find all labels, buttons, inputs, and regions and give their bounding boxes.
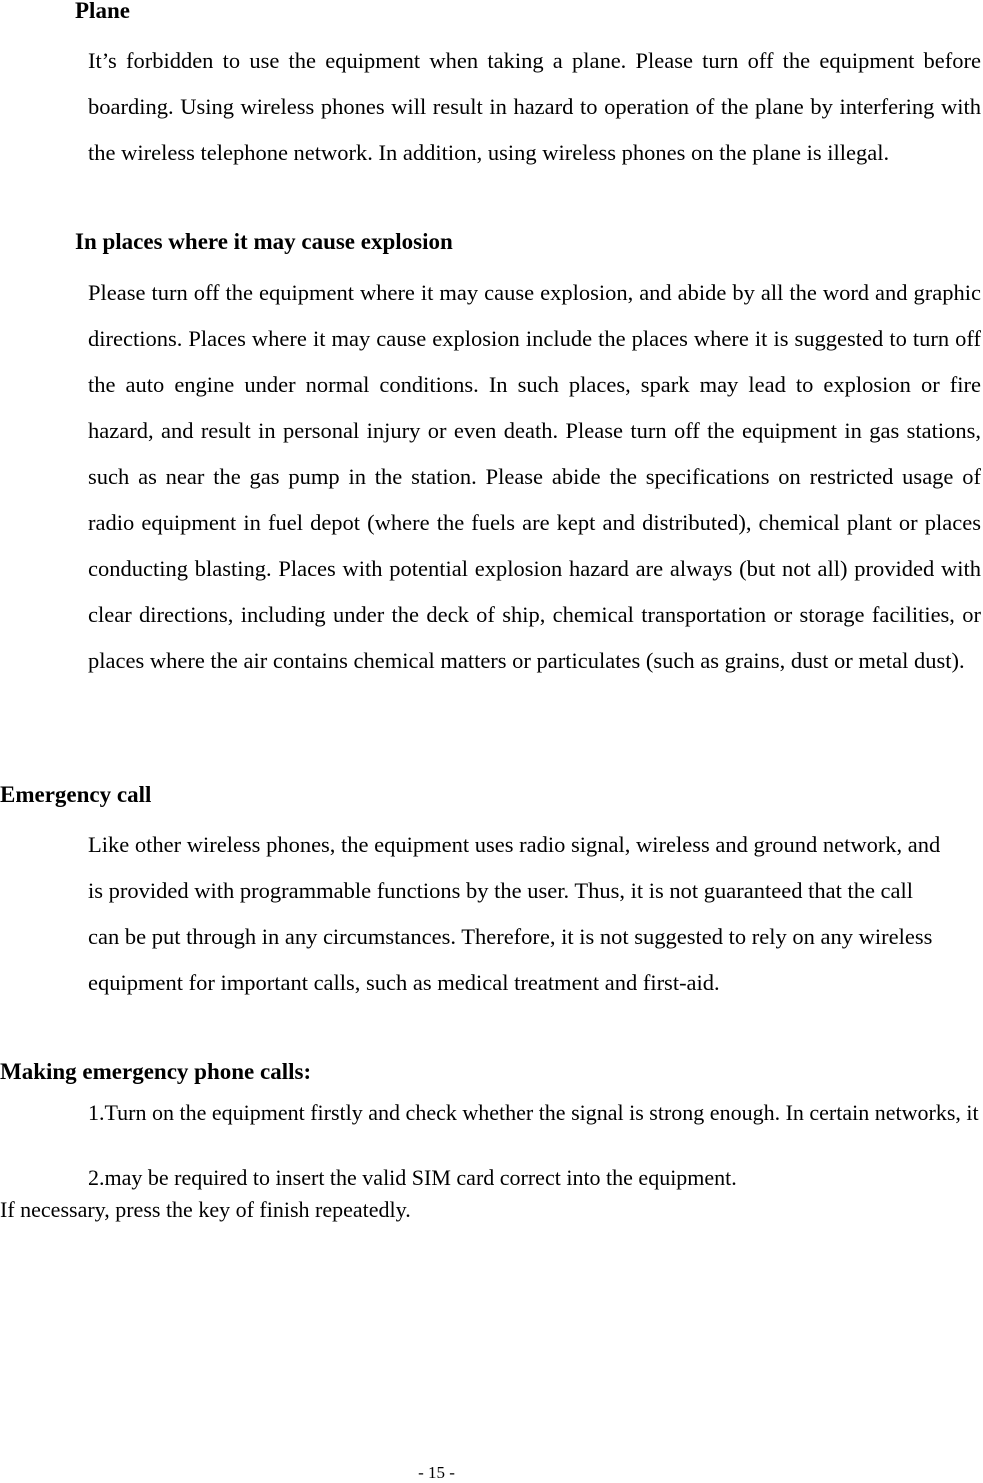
paragraph-plane: It’s forbidden to use the equipment when taking a plane. Please turn off the equipment before boarding. Using wireless phones will result in hazard to operation of the plane by interfering with the wireless telephone network. In addition, using wireless phones on the plane is illegal.	[88, 48, 981, 165]
section-heading-making-calls: Making emergency phone calls:	[0, 1059, 312, 1084]
paragraph-explosion: Please turn off the equipment where it may cause explosion, and abide by all the word and graphic directions. Places where it may cause explosion include the places where it is suggested to turn off the auto engine under normal conditions. In such places, spark may lead to explosion or fire hazard, and result in personal injury or even death. Please turn off the equipment in gas stations, such as near the gas pump in the station. Please abide the specifications on restricted usage of radio equipment in fuel depot (where the fuels are kept and distributed), chemical plant or places conducting blasting. Places with potential explosion hazard are always (but not all) provided with clear directions, including under the deck of ship, chemical transportation or storage facilities, or places where the air contains chemical matters or particulates (such as grains, dust or metal dust).	[88, 280, 981, 673]
section-heading-emergency-call: Emergency call	[0, 782, 152, 807]
page-number: - 15 -	[418, 1463, 455, 1482]
paragraph-emergency-call: Like other wireless phones, the equipment uses radio signal, wireless and ground network, and is provided with programmable functions by the user. Thus, it is not guaranteed that the call can be put through in any circumstances. Therefore, it is not suggested to rely on any wireless equipment for important calls, such as medical treatment and first-aid.	[88, 832, 941, 995]
list-item-2: 2.may be required to insert the valid SIM card correct into the equipment.	[88, 1165, 737, 1190]
section-heading-explosion: In places where it may cause explosion	[75, 229, 453, 254]
section-heading-plane: Plane	[75, 0, 130, 23]
closing-note: If necessary, press the key of finish repeatedly.	[0, 1197, 411, 1222]
list-item-1: 1.Turn on the equipment firstly and check whether the signal is strong enough. In certain networks, it	[88, 1100, 979, 1125]
